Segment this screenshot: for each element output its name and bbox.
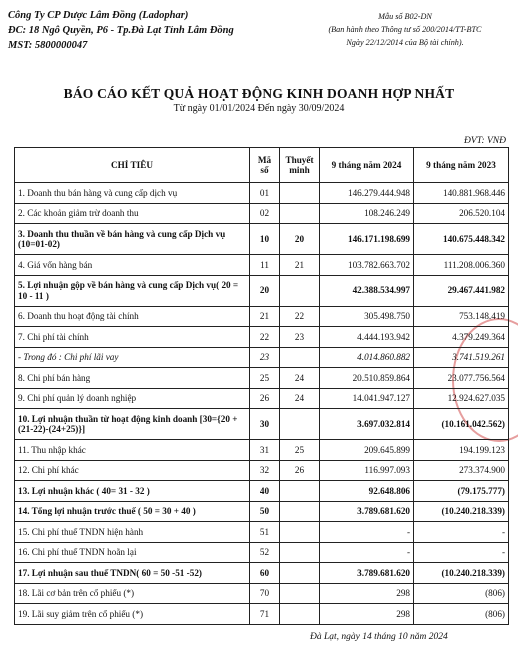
row-2023: 12.924.627.035 [414,388,509,409]
income-statement-table [14,147,509,625]
row-2023: - [414,542,509,563]
row-2024: 103.782.663.702 [320,255,414,276]
row-2023: 3.741.519.261 [414,347,509,368]
row-2024: 3.789.681.620 [320,563,414,584]
table-row [15,563,509,584]
row-note [280,501,320,522]
row-item: 7. Chi phí tài chính [15,327,250,348]
row-code: 11 [250,255,280,276]
row-2023: (10.240.218.339) [414,563,509,584]
row-item: 9. Chi phí quản lý doanh nghiệp [15,388,250,409]
row-2024: 298 [320,604,414,625]
row-note: 24 [280,368,320,389]
table-row [15,583,509,604]
row-2023: (10.240.218.339) [414,501,509,522]
row-item: 3. Doanh thu thuần về bán hàng và cung cấp Dịch vụ (10=01-02) [15,224,250,255]
table-row [15,542,509,563]
table-row [15,440,509,461]
row-2023: 4.379.249.364 [414,327,509,348]
table-row [15,255,509,276]
row-note: 25 [280,440,320,461]
row-note: 20 [280,224,320,255]
row-code: 21 [250,306,280,327]
row-2023: (806) [414,604,509,625]
form-code: Mẫu số B02-DN [378,12,432,21]
row-2024: - [320,522,414,543]
row-2024: 4.014.860.882 [320,347,414,368]
row-item: 19. Lãi suy giảm trên cổ phiếu (*) [15,604,250,625]
row-note [280,481,320,502]
row-code: 51 [250,522,280,543]
row-2023: 140.881.968.446 [414,183,509,204]
row-item: 15. Chi phí thuế TNDN hiện hành [15,522,250,543]
table-row [15,347,509,368]
table-row [15,604,509,625]
table-row [15,460,509,481]
row-2024: 20.510.859.864 [320,368,414,389]
row-2024: 146.279.444.948 [320,183,414,204]
row-note: 22 [280,306,320,327]
row-code: 52 [250,542,280,563]
row-2024: 116.997.093 [320,460,414,481]
row-item: 8. Chi phí bán hàng [15,368,250,389]
row-item: 1. Doanh thu bán hàng và cung cấp dịch vụ [15,183,250,204]
row-2023: (806) [414,583,509,604]
row-2023: 273.374.900 [414,460,509,481]
row-2024: 3.789.681.620 [320,501,414,522]
table-row [15,409,509,440]
row-item: 18. Lãi cơ bản trên cổ phiếu (*) [15,583,250,604]
row-note [280,522,320,543]
table-row [15,183,509,204]
row-item: 5. Lợi nhuận gộp về bán hàng và cung cấp Dịch vụ( 20 = 10 - 11 ) [15,275,250,306]
row-2023: 23.077.756.564 [414,368,509,389]
currency-unit: ĐVT: VNĐ [464,136,506,146]
row-code: 25 [250,368,280,389]
row-item: 6. Doanh thu hoạt động tài chính [15,306,250,327]
row-2023: (10.161.042.562) [414,409,509,440]
row-2024: 4.444.193.942 [320,327,414,348]
row-2023: 140.675.448.342 [414,224,509,255]
row-note [280,604,320,625]
row-item: 16. Chi phí thuế TNDN hoãn lại [15,542,250,563]
row-2024: 209.645.899 [320,440,414,461]
row-note: 26 [280,460,320,481]
row-code: 50 [250,501,280,522]
row-code: 01 [250,183,280,204]
row-code: 60 [250,563,280,584]
row-code: 02 [250,203,280,224]
table-row [15,481,509,502]
signing-date: Đà Lạt, ngày 14 tháng 10 năm 2024 [310,632,448,642]
report-period: Từ ngày 01/01/2024 Đến ngày 30/09/2024 [173,103,345,114]
row-item: 12. Chi phí khác [15,460,250,481]
table-row [15,501,509,522]
row-2023: (79.175.777) [414,481,509,502]
row-code: 70 [250,583,280,604]
table-row [15,368,509,389]
table-row [15,203,509,224]
header-2024: 9 tháng năm 2024 [320,148,414,183]
row-note [280,275,320,306]
header-code: Mã số [250,148,280,183]
row-2023: - [414,522,509,543]
table-header-row [15,148,509,183]
row-note [280,183,320,204]
row-code: 20 [250,275,280,306]
report-title: BÁO CÁO KẾT QUẢ HOẠT ĐỘNG KINH DOANH HỢP NHẤT [63,86,455,101]
table-row [15,327,509,348]
row-code: 32 [250,460,280,481]
company-address: ĐC: 18 Ngô Quyền, P6 - Tp.Đà Lạt Tỉnh Lâm Đồng [8,25,234,36]
row-2024: 146.171.198.699 [320,224,414,255]
row-2024: 14.041.947.127 [320,388,414,409]
row-note: 21 [280,255,320,276]
company-info [8,8,234,53]
header-2023: 9 tháng năm 2023 [414,148,509,183]
row-note: 24 [280,388,320,409]
form-info [300,10,510,49]
row-code: 40 [250,481,280,502]
row-note [280,583,320,604]
row-item: - Trong đó : Chi phí lãi vay [15,347,250,368]
row-code: 23 [250,347,280,368]
row-note [280,409,320,440]
row-code: 10 [250,224,280,255]
row-item: 10. Lợi nhuận thuần từ hoạt động kinh doanh [30={20 +(21-22)-(24+25)}] [15,409,250,440]
row-note [280,563,320,584]
form-note-2: Ngày 22/12/2014 của Bộ tài chính). [346,38,464,47]
row-code: 22 [250,327,280,348]
row-2024: 305.498.750 [320,306,414,327]
company-name: Công Ty CP Dược Lâm Đồng (Ladophar) [8,10,189,21]
company-tax-code: MST: 5800000047 [8,40,88,51]
row-note: 23 [280,327,320,348]
row-2024: 298 [320,583,414,604]
row-2023: 194.199.123 [414,440,509,461]
row-2024: 108.246.249 [320,203,414,224]
row-item: 14. Tổng lợi nhuận trước thuế ( 50 = 30 + 40 ) [15,501,250,522]
row-item: 13. Lợi nhuận khác ( 40= 31 - 32 ) [15,481,250,502]
row-item: 17. Lợi nhuận sau thuế TNDN( 60 = 50 -51 -52) [15,563,250,584]
row-2023: 206.520.104 [414,203,509,224]
form-note-1: (Ban hành theo Thông tư số 200/2014/TT-BTC [328,25,482,34]
table-row [15,306,509,327]
row-note [280,203,320,224]
row-2024: 92.648.806 [320,481,414,502]
table-row [15,275,509,306]
table-row [15,224,509,255]
row-2023: 29.467.441.982 [414,275,509,306]
row-code: 71 [250,604,280,625]
row-code: 31 [250,440,280,461]
row-item: 4. Giá vốn hàng bán [15,255,250,276]
row-note [280,347,320,368]
row-note [280,542,320,563]
row-code: 30 [250,409,280,440]
table-row [15,388,509,409]
row-2024: 3.697.032.814 [320,409,414,440]
header-note: Thuyết minh [280,148,320,183]
row-2023: 753.148.419 [414,306,509,327]
table-row [15,522,509,543]
header-item: CHỈ TIÊU [15,148,250,183]
row-item: 11. Thu nhập khác [15,440,250,461]
row-2024: - [320,542,414,563]
row-code: 26 [250,388,280,409]
row-2023: 111.208.006.360 [414,255,509,276]
row-2024: 42.388.534.997 [320,275,414,306]
row-item: 2. Các khoản giảm trừ doanh thu [15,203,250,224]
